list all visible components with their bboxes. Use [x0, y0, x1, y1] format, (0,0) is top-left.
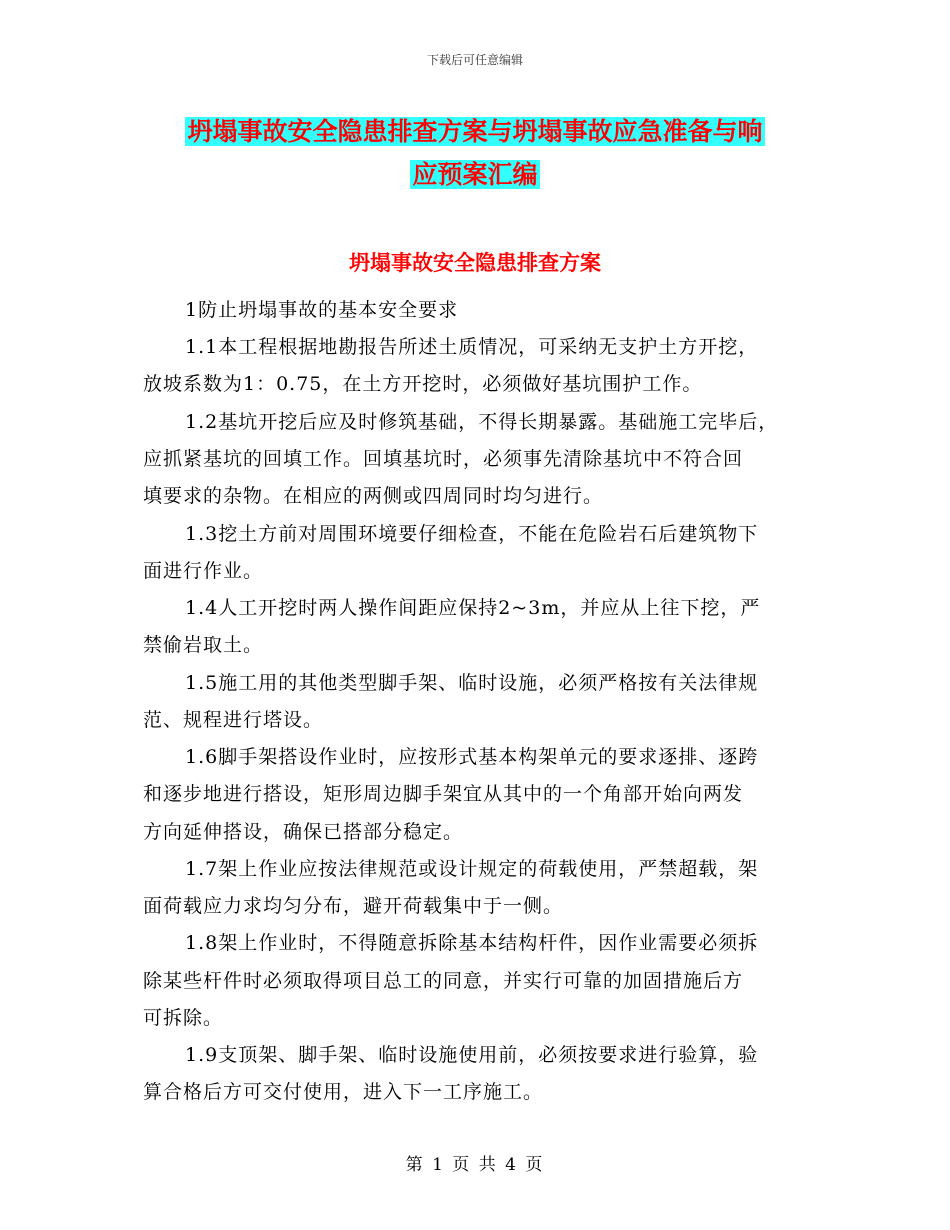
- title-highlight-1: 坍塌事故安全隐患排查方案与坍塌事故应急准备与响: [187, 117, 763, 146]
- paragraph-line: 面荷载应力求均匀分布，避开荷载集中于一侧。: [143, 895, 564, 917]
- heading-1: 1防止坍塌事故的基本安全要求: [185, 299, 459, 321]
- paragraph-line: 和逐步地进行搭设，矩形周边脚手架宜从其中的一个角部开始向两发: [143, 783, 744, 805]
- page-footer: 第 1 页 共 4 页: [405, 1155, 545, 1175]
- paragraph-line: 应抓紧基坑的回填工作。回填基坑时，必须事先清除基坑中不符合回: [143, 448, 744, 470]
- document-title-line-1: [0, 114, 950, 150]
- paragraph-line: 范、规程进行塔设。: [143, 709, 324, 731]
- paragraph-line: 1.2基坑开挖后应及时修筑基础，不得长期暴露。基础施工完毕后，: [185, 411, 779, 433]
- paragraph-line: 面进行作业。: [143, 560, 264, 582]
- section-title: 坍塌事故安全隐患排查方案: [349, 251, 601, 275]
- paragraph-line: 1.7架上作业应按法律规范或设计规定的荷载使用，严禁超载，架: [185, 858, 759, 880]
- paragraph-line: 禁偷岩取土。: [143, 634, 264, 656]
- paragraph-line: 1.5施工用的其他类型脚手架、临时设施，必须严格按有关法律规: [185, 672, 759, 694]
- paragraph-line: 1.1本工程根据地勘报告所述土质情况，可采纳无支护土方开挖，: [185, 336, 759, 358]
- paragraph-line: 方向延伸搭设，确保已搭部分稳定。: [143, 821, 464, 843]
- paragraph-line: 1.8架上作业时，不得随意拆除基本结构杆件，因作业需要必须拆: [185, 932, 759, 954]
- paragraph-line: 1.4人工开挖时两人操作间距应保持2~3m，并应从上往下挖，严: [185, 597, 761, 619]
- paragraph-line: 填要求的杂物。在相应的两侧或四周同时均匀进行。: [143, 485, 604, 507]
- header-note: 下载后可任意编辑: [426, 53, 523, 67]
- paragraph-line: 放坡系数为1：0.75，在土方开挖时，必须做好基坑围护工作。: [143, 373, 703, 395]
- paragraph-line: 可拆除。: [143, 1007, 224, 1029]
- title-highlight-2: 应预案汇编: [412, 160, 538, 189]
- document-title-line-2: [0, 157, 950, 193]
- paragraph-line: 1.6脚手架搭设作业时，应按形式基本构架单元的要求逐排、逐跨: [185, 746, 759, 768]
- paragraph-line: 除某些杆件时必须取得项目总工的同意，并实行可靠的加固措施后方: [143, 970, 744, 992]
- paragraph-line: 1.9支顶架、脚手架、临时设施使用前，必须按要求进行验算，验: [185, 1044, 759, 1066]
- paragraph-line: 算合格后方可交付使用，进入下一工序施工。: [143, 1081, 544, 1103]
- paragraph-line: 1.3挖土方前对周围环境要仔细检查，不能在危险岩石后建筑物下: [185, 523, 759, 545]
